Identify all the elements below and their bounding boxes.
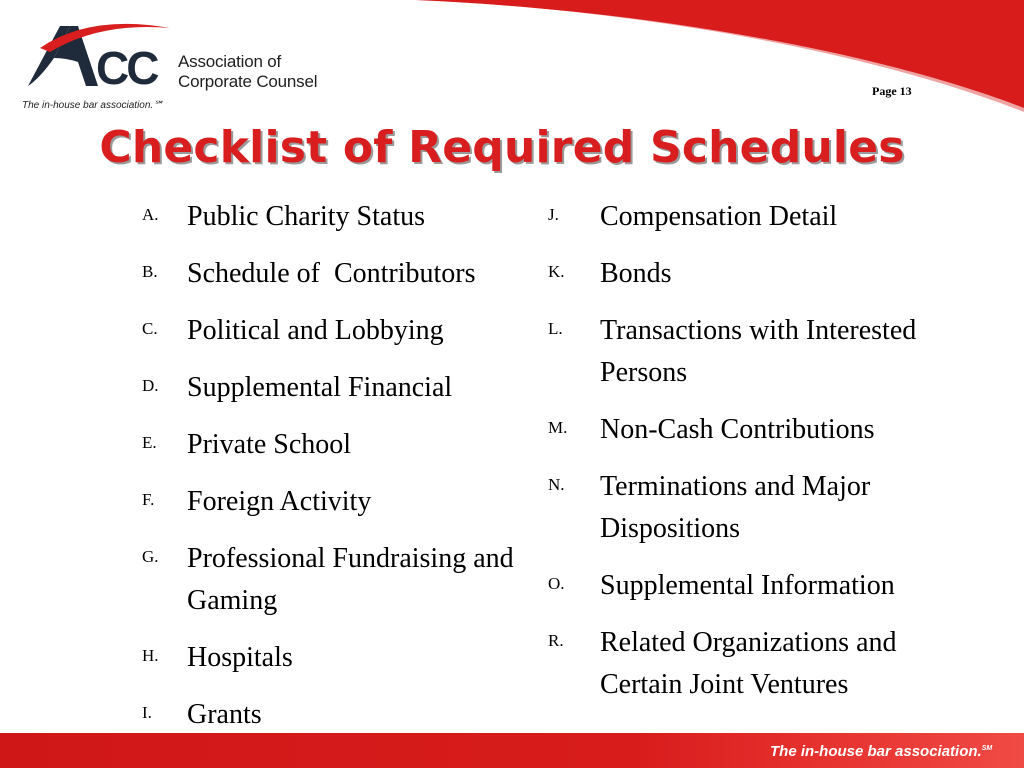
acc-logo [20, 18, 350, 118]
schedule-item [142, 637, 532, 679]
schedule-name: Related Organizations and Certain Joint Ventures [600, 627, 904, 700]
schedule-item [142, 196, 532, 238]
schedule-name: Transactions with Interested Persons [600, 315, 945, 388]
schedule-name: Political and Lobbying [187, 315, 444, 346]
schedule-item [142, 481, 532, 523]
schedule-letter: R. [548, 631, 564, 650]
schedule-name: Supplemental Financial [187, 372, 453, 403]
schedule-item [142, 694, 532, 736]
schedule-list-right [548, 196, 968, 706]
schedule-name: Private School [187, 429, 352, 460]
schedule-letter: F. [142, 490, 155, 509]
schedule-name: Public Charity Status [187, 201, 425, 232]
schedule-letter: A. [142, 205, 159, 224]
schedule-item [548, 565, 968, 607]
schedule-letter: D. [142, 376, 159, 395]
schedule-letter: E. [142, 433, 157, 452]
schedule-letter: B. [142, 262, 158, 281]
logo-org-name: Association of Corporate Counsel [178, 52, 318, 91]
schedule-letter: C. [142, 319, 158, 338]
schedule-item [548, 253, 968, 295]
schedule-item [142, 424, 532, 466]
schedule-item [548, 310, 968, 394]
svg-text:CC: CC [96, 42, 157, 94]
slide-title: Checklist of Required Schedules [99, 122, 905, 173]
schedule-letter: G. [142, 547, 159, 566]
schedule-name: Non-Cash Contributions [600, 414, 875, 445]
schedule-letter: M. [548, 418, 568, 437]
schedule-name: Schedule of Contributors [187, 258, 476, 289]
schedule-name: Professional Fundraising and Gaming [187, 543, 521, 616]
schedule-letter: H. [142, 646, 159, 665]
schedule-item [142, 367, 532, 409]
service-mark: SM [981, 745, 993, 752]
schedule-item [548, 196, 968, 238]
schedule-name: Compensation Detail [600, 201, 838, 232]
footer-tagline-text: The in-house bar association. [770, 743, 982, 760]
schedule-name: Supplemental Information [600, 570, 895, 601]
schedule-letter: I. [142, 703, 152, 722]
schedule-item [142, 310, 532, 352]
schedule-letter: J. [548, 205, 559, 224]
schedule-name: Bonds [600, 258, 672, 289]
schedule-item [142, 253, 532, 295]
schedule-name: Foreign Activity [187, 486, 372, 517]
schedule-letter: L. [548, 319, 563, 338]
schedule-letter: O. [548, 574, 565, 593]
schedule-list-left [142, 196, 532, 736]
schedule-item [548, 409, 968, 451]
logo-tagline: The in-house bar association.℠ [22, 100, 164, 111]
schedule-name: Terminations and Major Dispositions [600, 471, 878, 544]
footer-tagline [770, 743, 992, 760]
schedule-letter: K. [548, 262, 565, 281]
page-number: Page 13 [872, 84, 912, 98]
schedule-letter: N. [548, 475, 565, 494]
schedule-name: Grants [187, 699, 262, 730]
acc-logo-mark [20, 18, 180, 98]
schedule-name: Hospitals [187, 642, 293, 673]
schedule-item [142, 538, 532, 622]
schedule-item [548, 466, 968, 550]
schedule-item [548, 622, 968, 706]
